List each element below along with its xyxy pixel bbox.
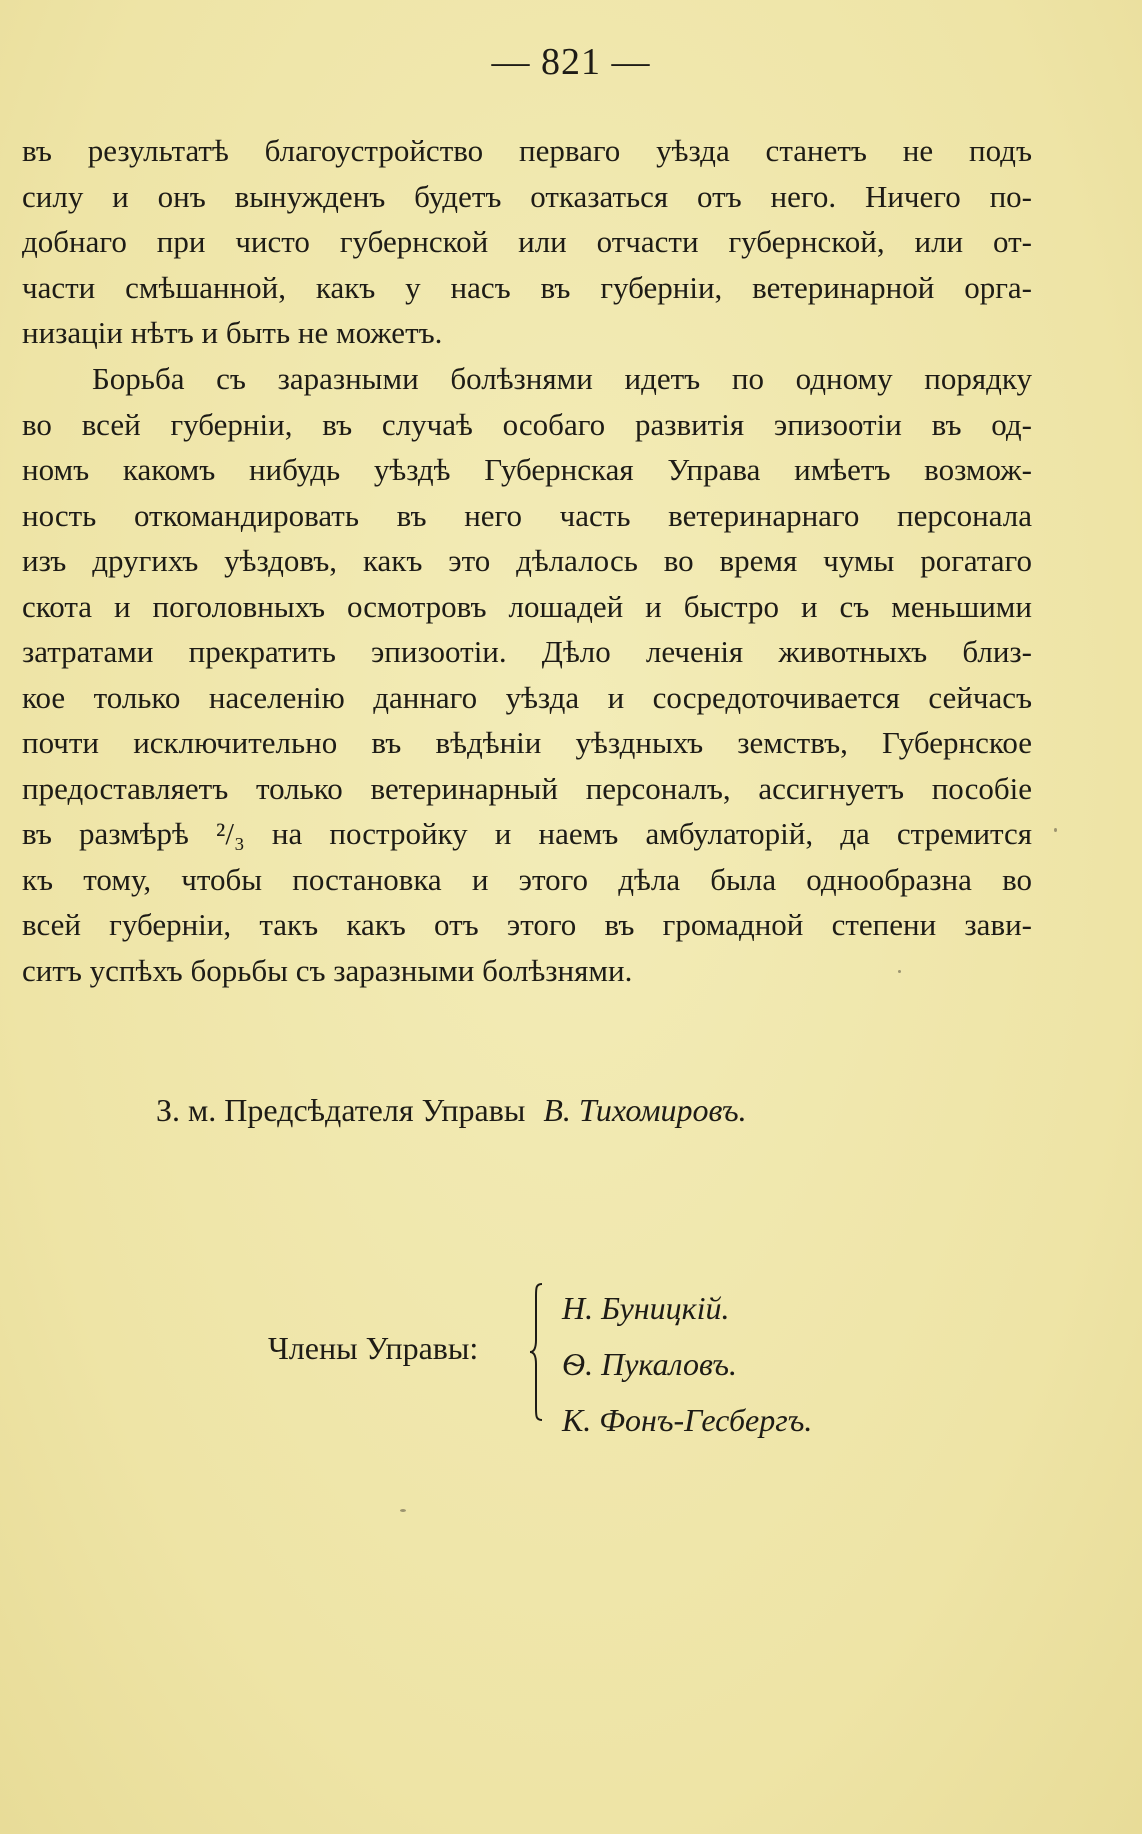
ink-speck [400, 1509, 406, 1512]
text-line: Борьба съ заразными болѣзнями идетъ по одному порядку [92, 361, 1032, 396]
chairman-signature [156, 1092, 747, 1129]
text-line: части смѣшанной, какъ у насъ въ губерніи, ветеринарной орга- [22, 269, 1032, 305]
member-name: Н. Буницкій. [562, 1290, 730, 1326]
member-name: К. Фонъ-Гесбергъ. [562, 1402, 813, 1438]
chairman-name: В. Тихомировъ. [543, 1092, 747, 1128]
paragraph-2 [22, 356, 1032, 993]
text-line: скота и поголовныхъ осмотровъ лошадей и быстро и съ меньшими [22, 588, 1032, 624]
text-line: предоставляетъ только ветеринарный персоналъ, ассигнуетъ пособіе [22, 770, 1032, 806]
text-line: почти исключительно въ вѣдѣніи уѣздныхъ земствъ, Губернское [22, 725, 1032, 760]
text-line: низаціи нѣтъ и быть не можетъ. [22, 315, 443, 350]
page-number: — 821 — [491, 41, 651, 83]
member-name: Ѳ. Пукаловъ. [562, 1346, 738, 1382]
text-line: ность откомандировать въ него часть ветеринарнаго персонала [22, 497, 1032, 533]
text-line: всей губерніи, такъ какъ отъ этого въ громадной степени зави- [22, 907, 1032, 942]
text-line: во всей губерніи, въ случаѣ особаго развитія эпизоотіи въ од- [22, 406, 1032, 442]
text-line: въ размѣрѣ ²/₃ на постройку и наемъ амбулаторій, да стремится [22, 816, 1032, 851]
chairman-title: З. м. Предсѣдателя Управы [156, 1092, 526, 1128]
members-label: Члены Управы: [268, 1330, 479, 1366]
text-line: къ тому, чтобы постановка и этого дѣла была однообразна во [22, 861, 1032, 897]
text-line: изъ другихъ уѣздовъ, какъ это дѣлалось во время чумы рогатаго [22, 543, 1032, 578]
members-list [562, 1280, 812, 1448]
text-line: силу и онъ вынужденъ будетъ отказаться отъ него. Ничего по- [22, 178, 1032, 214]
text-line: добнаго при чисто губернской или отчасти губернской, или от- [22, 224, 1032, 259]
text-line: кое только населенію даннаго уѣзда и сосредоточивается сейчасъ [22, 679, 1032, 715]
ink-speck [898, 970, 901, 973]
text-line: затратами прекратить эпизоотіи. Дѣло леченія животныхъ близ- [22, 634, 1032, 669]
paragraph-1 [22, 128, 1032, 356]
curly-brace-icon [528, 1282, 546, 1422]
ink-speck [1054, 828, 1057, 832]
text-line: ситъ успѣхъ борьбы съ заразными болѣзнями. [22, 952, 633, 988]
text-line: въ результатѣ благоустройство перваго уѣзда станетъ не подъ [22, 133, 1032, 168]
text-line: номъ какомъ нибудь уѣздѣ Губернская Управа имѣетъ возмож- [22, 452, 1032, 487]
